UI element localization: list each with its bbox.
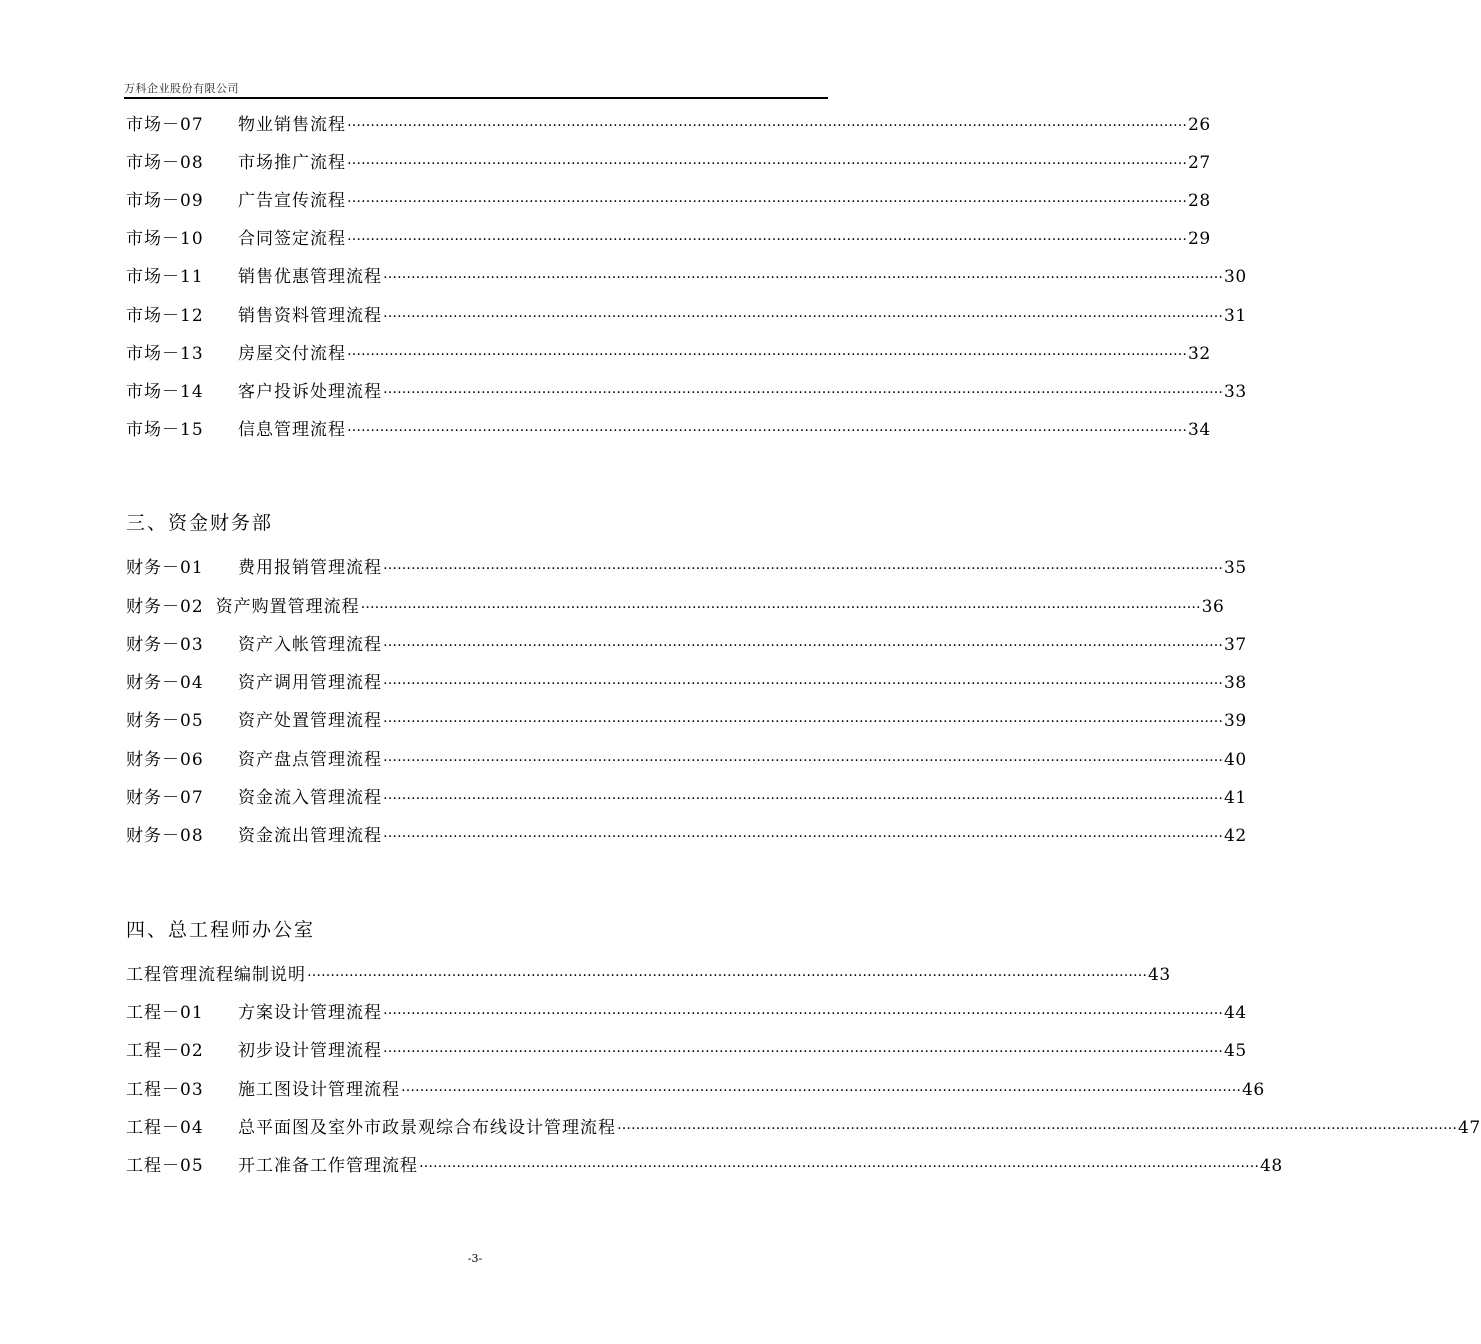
section-heading-chief-engineer: 四、总工程师办公室 xyxy=(126,919,316,941)
entry-title: 总平面图及室外市政景观综合布线设计管理流程 xyxy=(238,1118,616,1138)
toc-entry[interactable] xyxy=(126,671,1247,695)
dot-leader: ……………………………………………………………………………………………………………………………………………………………… xyxy=(383,381,1223,397)
dot-leader: ……………………………………………………………………………………………………………………………………………………………… xyxy=(383,1002,1223,1018)
entry-code: 财务－02 xyxy=(126,597,204,617)
entry-page: 31 xyxy=(1224,306,1247,326)
entry-title: 初步设计管理流程 xyxy=(238,1041,382,1061)
dot-leader: ……………………………………………………………………………………………………………………………………………………………… xyxy=(383,1040,1223,1056)
entry-page: 33 xyxy=(1224,382,1247,402)
entry-page: 46 xyxy=(1242,1080,1265,1100)
toc-entry[interactable] xyxy=(126,748,1247,772)
toc-entry[interactable] xyxy=(126,418,1211,442)
entry-page: 35 xyxy=(1224,558,1247,578)
entry-page: 28 xyxy=(1188,191,1211,211)
entry-title: 工程管理流程编制说明 xyxy=(126,965,306,985)
entry-page: 36 xyxy=(1201,597,1225,617)
dot-leader: ……………………………………………………………………………………………………………………………………………………………… xyxy=(383,672,1223,688)
entry-title: 销售优惠管理流程 xyxy=(238,267,382,287)
toc-entry[interactable] xyxy=(126,1078,1265,1102)
toc-entry[interactable] xyxy=(126,1001,1247,1025)
toc-entry[interactable] xyxy=(126,342,1211,366)
dot-leader: ……………………………………………………………………………………………………………………………………………………………… xyxy=(347,152,1187,168)
entry-code: 市场－12 xyxy=(126,306,204,326)
entry-page: 39 xyxy=(1224,711,1247,731)
entry-page: 38 xyxy=(1224,673,1247,693)
dot-leader: ……………………………………………………………………………………………………………………………………………………………… xyxy=(383,825,1223,841)
toc-entry[interactable] xyxy=(126,824,1247,848)
entry-page: 48 xyxy=(1260,1156,1283,1176)
section-heading-finance: 三、资金财务部 xyxy=(126,512,274,534)
entry-title: 资产调用管理流程 xyxy=(238,673,382,693)
toc-entry[interactable] xyxy=(126,265,1247,289)
entry-code: 财务－07 xyxy=(126,788,204,808)
entry-code: 工程－03 xyxy=(126,1080,204,1100)
entry-title: 资金流出管理流程 xyxy=(238,826,382,846)
toc-entry[interactable] xyxy=(126,227,1211,251)
dot-leader: ……………………………………………………………………………………………………………………………………………………………… xyxy=(383,305,1223,321)
dot-leader: ……………………………………………………………………………………………………………………………………………………………… xyxy=(401,1079,1241,1095)
entry-page: 40 xyxy=(1224,750,1247,770)
dot-leader: ……………………………………………………………………………………………………………………………………………………………… xyxy=(383,710,1223,726)
entry-code: 财务－01 xyxy=(126,558,204,578)
dot-leader: ……………………………………………………………………………………………………………………………………………………………… xyxy=(383,749,1223,765)
toc-entry[interactable] xyxy=(126,380,1247,404)
entry-page: 34 xyxy=(1188,420,1211,440)
entry-code: 财务－06 xyxy=(126,750,204,770)
dot-leader: ……………………………………………………………………………………………………………………………………………………………… xyxy=(360,596,1201,612)
dot-leader: ……………………………………………………………………………………………………………………………………………………………… xyxy=(383,557,1223,573)
dot-leader: ……………………………………………………………………………………………………………………………………………………………… xyxy=(347,114,1187,130)
entry-title: 房屋交付流程 xyxy=(238,344,346,364)
entry-code: 工程－02 xyxy=(126,1041,204,1061)
entry-page: 45 xyxy=(1224,1041,1247,1061)
entry-page: 41 xyxy=(1224,788,1247,808)
entry-title: 开工准备工作管理流程 xyxy=(238,1156,418,1176)
entry-page: 43 xyxy=(1148,965,1171,985)
entry-title: 物业销售流程 xyxy=(238,115,346,135)
dot-leader: ……………………………………………………………………………………………………………………………………………………………… xyxy=(383,787,1223,803)
entry-page: 32 xyxy=(1188,344,1211,364)
toc-entry[interactable] xyxy=(126,189,1211,213)
toc-entry[interactable] xyxy=(126,709,1247,733)
entry-title: 资产购置管理流程 xyxy=(215,597,360,617)
entry-code: 财务－03 xyxy=(126,635,204,655)
entry-page: 42 xyxy=(1224,826,1247,846)
entry-page: 47 xyxy=(1458,1118,1481,1138)
toc-entry[interactable] xyxy=(126,113,1211,137)
toc-entry[interactable] xyxy=(126,304,1247,328)
entry-title: 市场推广流程 xyxy=(238,153,346,173)
entry-title: 资产盘点管理流程 xyxy=(238,750,382,770)
dot-leader: ……………………………………………………………………………………………………………………………………………………………… xyxy=(383,266,1223,282)
entry-code: 市场－15 xyxy=(126,420,204,440)
entry-title: 信息管理流程 xyxy=(238,420,346,440)
entry-title: 费用报销管理流程 xyxy=(238,558,382,578)
toc-entry[interactable] xyxy=(126,786,1247,810)
entry-code: 财务－04 xyxy=(126,673,204,693)
entry-title: 广告宣传流程 xyxy=(238,191,346,211)
entry-code: 工程－01 xyxy=(126,1003,204,1023)
entry-title: 资产入帐管理流程 xyxy=(238,635,382,655)
toc-entry[interactable] xyxy=(126,633,1247,657)
entry-code: 市场－11 xyxy=(126,267,204,287)
entry-code: 市场－07 xyxy=(126,115,204,135)
entry-title: 资产处置管理流程 xyxy=(238,711,382,731)
entry-code: 工程－05 xyxy=(126,1156,204,1176)
toc-entry[interactable] xyxy=(126,1039,1247,1063)
dot-leader: ……………………………………………………………………………………………………………………………………………………………… xyxy=(383,634,1223,650)
entry-code: 财务－08 xyxy=(126,826,204,846)
entry-code: 工程－04 xyxy=(126,1118,204,1138)
entry-page: 27 xyxy=(1188,153,1211,173)
dot-leader: ……………………………………………………………………………………………………………………………………………………………… xyxy=(307,964,1147,980)
toc-entry[interactable] xyxy=(126,556,1247,580)
toc-entry[interactable] xyxy=(126,1154,1283,1178)
entry-code: 财务－05 xyxy=(126,711,204,731)
dot-leader: ……………………………………………………………………………………………………………………………………………………………… xyxy=(347,190,1187,206)
entry-code: 市场－13 xyxy=(126,344,204,364)
dot-leader: ……………………………………………………………………………………………………………………………………………………………… xyxy=(347,343,1187,359)
entry-page: 37 xyxy=(1224,635,1247,655)
entry-page: 26 xyxy=(1188,115,1211,135)
entry-page: 30 xyxy=(1224,267,1247,287)
toc-entry[interactable] xyxy=(126,963,1171,987)
entry-title: 客户投诉处理流程 xyxy=(238,382,382,402)
toc-entry[interactable] xyxy=(126,151,1211,175)
dot-leader: ……………………………………………………………………………………………………………………………………………………………… xyxy=(617,1117,1457,1133)
dot-leader: ……………………………………………………………………………………………………………………………………………………………… xyxy=(419,1155,1259,1171)
entry-title: 销售资料管理流程 xyxy=(238,306,382,326)
entry-code: 市场－09 xyxy=(126,191,204,211)
toc-entry[interactable] xyxy=(126,595,1225,619)
entry-title: 施工图设计管理流程 xyxy=(238,1080,400,1100)
entry-code: 市场－10 xyxy=(126,229,204,249)
entry-page: 29 xyxy=(1188,229,1211,249)
entry-title: 合同签定流程 xyxy=(238,229,346,249)
page-number: -3- xyxy=(467,1252,483,1265)
entry-code: 市场－08 xyxy=(126,153,204,173)
toc-entry[interactable] xyxy=(126,1116,1481,1140)
running-header: 万科企业股份有限公司 xyxy=(124,82,239,95)
dot-leader: ……………………………………………………………………………………………………………………………………………………………… xyxy=(347,228,1187,244)
entry-title: 资金流入管理流程 xyxy=(238,788,382,808)
dot-leader: ……………………………………………………………………………………………………………………………………………………………… xyxy=(347,419,1187,435)
entry-page: 44 xyxy=(1224,1003,1247,1023)
entry-code: 市场－14 xyxy=(126,382,204,402)
entry-title: 方案设计管理流程 xyxy=(238,1003,382,1023)
